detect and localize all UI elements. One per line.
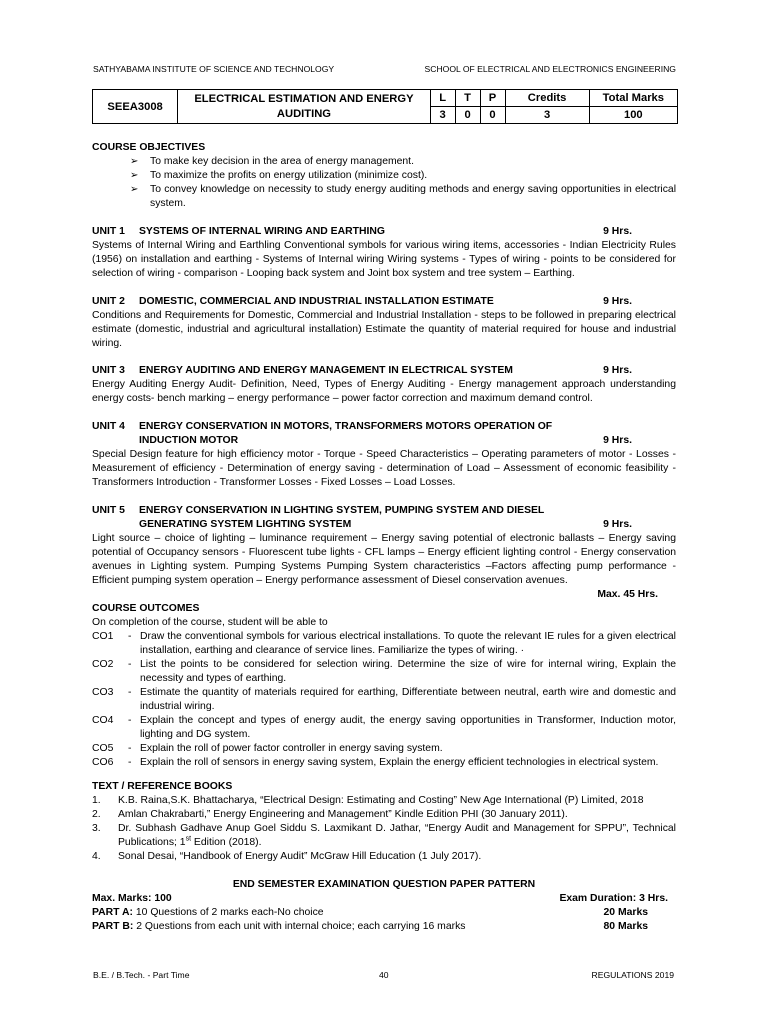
- outcome-item: CO1 - Draw the conventional symbols for various electrical installations. To quote the relevant IE rules for a given electrical installation, earthing and clearance of service lines. Familiarize the types of wiring. ·: [92, 631, 676, 656]
- school-header: SCHOOL OF ELECTRICAL AND ELECTRONICS ENGINEERING: [424, 64, 676, 74]
- max-hours: Max. 45 Hrs.: [597, 589, 658, 600]
- unit-heading-continued: [92, 518, 676, 532]
- value-l: 3: [430, 107, 455, 124]
- header-p: P: [480, 90, 505, 107]
- outcome-item: CO6 - Explain the roll of sensors in energy saving system, Explain the energy efficient technologies in electrical system.: [92, 757, 659, 768]
- reference-item: 4. Sonal Desai, “Handbook of Energy Audit” McGraw Hill Education (1 July 2017).: [92, 851, 482, 862]
- part-a-text: 10 Questions of 2 marks each-No choice: [132, 907, 324, 918]
- course-code: SEEA3008: [93, 90, 178, 124]
- part-b-text: 2 Questions from each unit with internal choice; each carrying 16 marks: [133, 921, 466, 932]
- pattern-heading: END SEMESTER EXAMINATION QUESTION PAPER PATTERN: [232, 879, 536, 890]
- pattern-max-marks-row: [92, 892, 676, 906]
- outcomes-intro: On completion of the course, student will be able to: [92, 617, 328, 628]
- pattern-part-b-row: [92, 920, 676, 934]
- unit-5: [92, 504, 676, 602]
- page-number: 40: [379, 970, 389, 980]
- value-total-marks: 100: [589, 107, 677, 124]
- unit-title-line-2: GENERATING SYSTEM LIGHTING SYSTEM: [139, 519, 352, 530]
- value-p: 0: [480, 107, 505, 124]
- unit-number: UNIT 4: [92, 421, 125, 432]
- part-a-marks: 20 Marks: [603, 907, 648, 918]
- unit-heading: [92, 225, 676, 239]
- unit-heading: [92, 420, 676, 434]
- objectives-heading: COURSE OBJECTIVES: [92, 142, 206, 153]
- unit-hours: 9 Hrs.: [603, 226, 632, 237]
- unit-hours: 9 Hrs.: [603, 365, 632, 376]
- unit-title-line-2: INDUCTION MOTOR: [139, 435, 239, 446]
- course-info-table: [92, 89, 678, 124]
- pattern-part-a-row: [92, 906, 676, 920]
- bullet-arrow-icon: ➢: [130, 170, 139, 181]
- unit-2: [92, 295, 676, 351]
- reference-item: 3. Dr. Subhash Gadhave Anup Goel Siddu S. Laxmikant D. Jathar, “Energy Audit and Management for SPPU”, Technical Publications; 1st Edition (2018).: [92, 823, 676, 848]
- unit-3: [92, 364, 676, 406]
- unit-number: UNIT 2: [92, 296, 125, 307]
- part-b-marks: 80 Marks: [603, 921, 648, 932]
- part-b-label: PART B:: [92, 921, 134, 932]
- unit-heading: [92, 364, 676, 378]
- objective-item: ➢ To make key decision in the area of energy management.: [130, 156, 414, 167]
- unit-title: ENERGY CONSERVATION IN LIGHTING SYSTEM, PUMPING SYSTEM AND DIESEL: [139, 505, 545, 516]
- outcome-item: CO3 - Estimate the quantity of materials required for earthing, Differentiate between neutral, earth wire and domestic and industrial wiring.: [92, 687, 676, 712]
- unit-body: Conditions and Requirements for Domestic, Commercial and Industrial Installation - steps to be followed in preparing electrical estimate (domestic, industrial and agricultural installation) Estimate the quantity of material required for house and industrial wiring.: [92, 310, 676, 349]
- unit-hours: 9 Hrs.: [603, 296, 632, 307]
- bullet-arrow-icon: ➢: [130, 184, 139, 195]
- unit-number: UNIT 3: [92, 365, 125, 376]
- header-t: T: [455, 90, 480, 107]
- reference-item: 2. Amlan Chakrabarti,” Energy Engineering and Management” Kindle Edition PHI (30 January 2011).: [92, 809, 568, 820]
- unit-heading-continued: [92, 434, 676, 448]
- exam-pattern: [92, 878, 676, 934]
- value-t: 0: [455, 107, 480, 124]
- footer-regulations: REGULATIONS 2019: [591, 970, 674, 980]
- header-l: L: [430, 90, 455, 107]
- objectives-list: [92, 155, 676, 211]
- unit-title: ENERGY AUDITING AND ENERGY MANAGEMENT IN ELECTRICAL SYSTEM: [139, 365, 513, 376]
- unit-number: UNIT 1: [92, 226, 125, 237]
- part-a-label: PART A:: [92, 907, 133, 918]
- unit-hours: 9 Hrs.: [603, 435, 632, 446]
- institute-header: SATHYABAMA INSTITUTE OF SCIENCE AND TECHNOLOGY: [93, 64, 335, 74]
- course-objectives: [92, 141, 676, 211]
- max-marks: Max. Marks: 100: [92, 893, 172, 904]
- unit-1: [92, 225, 676, 281]
- reference-item: 1. K.B. Raina,S.K. Bhattacharya, “Electrical Design: Estimating and Costing” New Age International (P) Limited, 2018: [92, 795, 644, 806]
- unit-heading: [92, 295, 676, 309]
- unit-heading: [92, 504, 676, 518]
- course-title: ELECTRICAL ESTIMATION AND ENERGY AUDITING: [178, 90, 430, 124]
- outcome-item: CO4 - Explain the concept and types of energy audit, the energy saving opportunities in Transformer, Induction motor, lighting and DG system.: [92, 715, 676, 740]
- footer-program: B.E. / B.Tech. - Part Time: [93, 970, 190, 980]
- value-credits: 3: [505, 107, 589, 124]
- unit-title: DOMESTIC, COMMERCIAL AND INDUSTRIAL INSTALLATION ESTIMATE: [139, 296, 494, 307]
- objective-item: ➢ To maximize the profits on energy utilization (minimize cost).: [130, 170, 428, 181]
- header-credits: Credits: [505, 90, 589, 107]
- objective-item: ➢ To convey knowledge on necessity to study energy auditing methods and energy saving opportunities in electrical system.: [130, 184, 676, 209]
- course-outcomes: [92, 602, 676, 770]
- unit-4: [92, 420, 676, 490]
- outcome-item: CO2 - List the points to be considered for selection wiring. Determine the size of wire for internal wiring, Explain the necessity and types of earthing.: [92, 659, 676, 684]
- outcome-item: CO5 - Explain the roll of power factor controller in energy saving system.: [92, 743, 443, 754]
- unit-hours: 9 Hrs.: [603, 519, 632, 530]
- reference-books: [92, 780, 676, 864]
- unit-body: Light source – choice of lighting – luminance requirement – Energy saving potential of electronic ballasts – Energy saving potential of Occupancy sensors - Fluorescent tube lights - CFL lamps – Energy efficient lighting control - Energy conservation avenues in Lighting system. Pumping Systems Pumping System characteristics –Factors affecting pump performance - Efficient pumping system operation – Energy performance assessment of Diesel conservation avenues.: [92, 533, 676, 586]
- unit-number: UNIT 5: [92, 505, 125, 516]
- unit-title: ENERGY CONSERVATION IN MOTORS, TRANSFORMERS MOTORS OPERATION OF: [139, 421, 553, 432]
- references-heading: TEXT / REFERENCE BOOKS: [92, 781, 233, 792]
- exam-duration: Exam Duration: 3 Hrs.: [559, 893, 668, 904]
- bullet-arrow-icon: ➢: [130, 156, 139, 167]
- header-total-marks: Total Marks: [589, 90, 677, 107]
- unit-body: Energy Auditing Energy Audit- Definition, Need, Types of Energy Auditing - Energy management approach understanding energy costs- bench marking – energy performance – power factor correction and maximum demand control.: [92, 379, 676, 404]
- unit-title: SYSTEMS OF INTERNAL WIRING AND EARTHING: [139, 226, 385, 237]
- unit-body: Systems of Internal Wiring and Earthling Conventional symbols for various wiring items, accessories - Indian Electricity Rules (1956) on installation and earthing - Systems of Internal wiring Wiring systems - Types of wiring - points to be considered for selection of wiring - comparison - Looping back system and Joint box system and tree system – Earthing.: [92, 240, 676, 279]
- unit-body: Special Design feature for high efficiency motor - Torque - Speed Characteristics – Operating parameters of motor - Losses - Measurement of efficiency - Determination of energy saving - determination of Load – Assessment of economic feasibility - Transformers Introduction - Transformer Losses - Fixed Losses – Load Losses.: [92, 449, 676, 488]
- outcomes-heading: COURSE OUTCOMES: [92, 603, 200, 614]
